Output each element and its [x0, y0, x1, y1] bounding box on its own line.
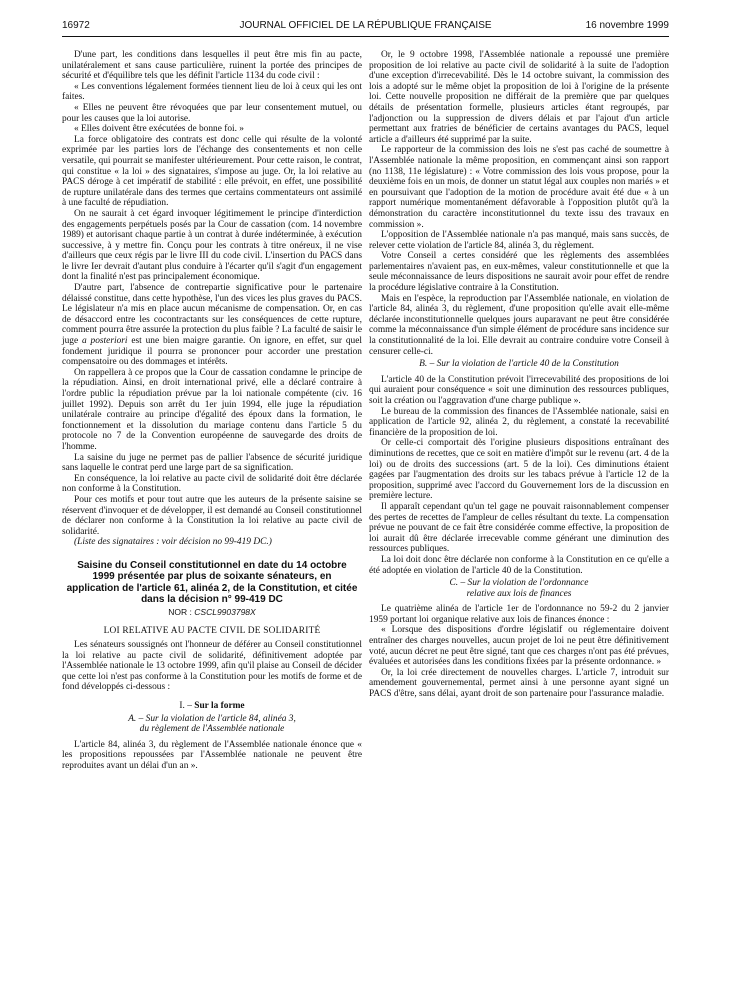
journal-title: JOURNAL OFFICIEL DE LA RÉPUBLIQUE FRANÇAISE	[239, 20, 492, 31]
section-heading	[62, 701, 362, 712]
paragraph: Votre Conseil a certes considéré que les règlements des assemblées parlementaires n'avaient pas, en eux-mêmes, valeur constitutionnelle et que la seule méconnaissance de leurs dispositions ne saurait avoir pour effet de rendre la procédure législative contraire à la Constitution.	[369, 251, 669, 294]
section-title: Sur la forme	[194, 701, 245, 712]
italic-term: a posteriori	[82, 336, 128, 347]
left-column	[62, 50, 362, 772]
quote-line: « Elles doivent être exécutées de bonne foi. »	[74, 124, 244, 135]
signatories-note: (Liste des signataires : voir décision no 99-419 DC.)	[74, 537, 272, 548]
paragraph: On rappellera à ce propos que la Cour de cassation condamne le principe de la répudiation. Ainsi, en droit international privé, elle a déclaré contraire à l'ordre public la répudiation prévue par la loi nationale compétente (civ. 16 juillet 1992). Depuis son arrêt du 1er juin 1994, elle juge la répudiation unilatérale contraire au principe d'égalité des époux dans la formation, le fonctionnement et la dissolution du mariage contenu dans l'article 5 du protocole no 7 de la Convention européenne de sauvegarde des droits de l'homme.	[62, 367, 362, 452]
paragraph: Pour ces motifs et pour tout autre que les auteurs de la présente saisine se réservent d'invoquer et de développer, il est demandé au Conseil constitutionnel de déclarer non conforme à la Constitution la loi relative au pacte civil de solidarité.	[62, 494, 362, 537]
paragraph-text: D'autre part, l'absence de contrepartie significative pour le partenaire délaissé constitue, dans cette hypothèse, l'un des vices les plus graves du PACS. Le législateur n'a mis en place aucun mécanisme de compensation. Or, en cas de désaccord entre les cocontractants sur les conséquences de cette rupture, comment pourra être assurée la protection du plus faible ? La faculté de saisir le juge	[62, 283, 362, 347]
paragraph: L'article 40 de la Constitution prévoit l'irrecevabilité des propositions de loi qui auraient pour conséquence « soit une diminution des ressources publiques, soit la création ou l'aggravation d'une charge publique ».	[369, 374, 669, 406]
quote-line: « Elles ne peuvent être révoquées que par leur consentement mutuel, ou pour les causes que la loi autorise.	[62, 102, 362, 124]
paragraph: Mais en l'espèce, la reproduction par l'Assemblée nationale, en violation de l'article 84, alinéa 3, du règlement, d'une proposition qu'elle avait elle-même déclarée inconstitutionnelle quelques jours auparavant ne peut être considérée comme la méconnaissance d'un simple élément de procédure sans incidence sur la constitutionnalité de la loi. Elle devrait au contraire conduire votre Conseil à censurer celle-ci.	[369, 293, 669, 357]
paragraph: Or, le 9 octobre 1998, l'Assemblée nationale a repoussé une première proposition de loi relative au pacte civil de solidarité à la suite de l'adoption d'une exception d'irrecevabilité. Dès le 14 octobre suivant, la commission des lois a adopté sur le même objet la proposition de loi à l'origine de la présente loi. Cette nouvelle proposition ne différait de la première que par quelques détails de présentation formelle, plusieurs articles étant regroupés, par l'adjonction ou la suppression de divers délais et par l'ajout d'un article permettant aux fratries de bénéficier de certains avantages du PACS, lequel article a d'ailleurs été supprimé par la suite.	[369, 50, 669, 145]
right-column	[369, 50, 669, 700]
subsection-heading	[62, 714, 362, 735]
paragraph: Or celle-ci comportait dès l'origine plusieurs dispositions entraînant des diminutions de recettes, que ce soit en matière d'impôt sur le revenu (art. 4 de la loi) ou de droits des successions (art. 5 de la loi). Ces diminutions étaient gagées par l'augmentation des droits sur les tabacs prévue à l'article 12 de la proposition, supprimé avec l'accord du Gouvernement lors de la discussion en première lecture.	[369, 438, 669, 502]
page-number: 16972	[62, 20, 90, 31]
paragraph	[62, 283, 362, 368]
section-number: I. –	[179, 701, 195, 712]
paragraph-text: est une bien maigre garantie. On ignore, en effet, sur quel fondement juridique il pourra se prononcer pour accorder une prestation compensatoire ou des dommages et intérêts.	[62, 336, 362, 368]
nor-label: NOR :	[168, 606, 195, 617]
paragraph: En conséquence, la loi relative au pacte civil de solidarité doit être déclarée non conforme à la Constitution.	[62, 473, 362, 495]
subsection-line: C. – Sur la violation de l'ordonnance	[449, 578, 589, 589]
saisine-heading: Saisine du Conseil constitutionnel en date du 14 octobre 1999 présentée par plus de soixante sénateurs, en application de l'article 61, alinéa 2, de la Constitution, et citée dans la décision n° 99-419 DC	[66, 559, 358, 606]
paragraph: Le bureau de la commission des finances de l'Assemblée nationale, saisi en application de l'article 92, alinéa 2, du règlement, a constaté la recevabilité financière de la proposition de loi.	[369, 406, 669, 438]
paragraph: On ne saurait à cet égard invoquer légitimement le principe d'interdiction des engagements perpétuels posés par la Cour de cassation (com. 14 novembre 1989) et autorisant chaque partie à un contrat à durée indéterminée, à exécution successive, à y mettre fin. Conçu pour les contrats à titre onéreux, il ne vise d'ailleurs que ceux régis par le livre III du code civil. L'insertion du PACS dans le livre Ier devrait d'autant plus conduire à l'écarter qu'il s'agit d'un engagement dont la finalité n'est pas principalement économique.	[62, 208, 362, 283]
nor-code: CSCL9903798X	[194, 606, 256, 617]
subsection-line: du règlement de l'Assemblée nationale	[139, 724, 285, 735]
paragraph: Les sénateurs soussignés ont l'honneur de déférer au Conseil constitutionnel la loi relative au pacte civil de solidarité, définitivement adoptée par l'Assemblée nationale le 13 octobre 1999, afin qu'il plaise au Conseil de décider que cette loi n'est pas conforme à la Constitution pour les motifs de forme et de fond développés ci-dessous :	[62, 640, 362, 693]
paragraph: Le quatrième alinéa de l'article 1er de l'ordonnance no 59-2 du 2 janvier 1959 portant loi organique relative aux lois de finances énonce :	[369, 604, 669, 625]
paragraph: Le rapporteur de la commission des lois ne s'est pas caché de soumettre à l'Assemblée nationale la même proposition, en commençant ainsi son rapport (no 1138, 11e législature) : « Votre commission des lois vous propose, pour la deuxième fois en un mois, de donner un statut légal aux couples non mariés » et en poursuivant que l'adoption de la motion de procédure avait été due « à un rapport numérique momentanément défavorable à l'opposition plutôt qu'à la démonstration du caractère inconstitutionnel du texte issu des travaux en commission ».	[369, 145, 669, 230]
paragraph: L'article 84, alinéa 3, du règlement de l'Assemblée nationale énonce que « les propositions repoussées par l'Assemblée nationale ne peuvent être reproduites avant un délai d'un an ».	[62, 739, 362, 772]
header-rule	[62, 36, 669, 37]
subsection-heading: B. – Sur la violation de l'article 40 de la Constitution	[419, 359, 619, 370]
paragraph: Or, la loi crée directement de nouvelles charges. L'article 7, introduit sur amendement gouvernemental, permet ainsi à une personne ayant signé un PACS d'être, sans délai, ayant droit de son partenaire pour l'assurance maladie.	[369, 667, 669, 700]
issue-date: 16 novembre 1999	[585, 20, 669, 31]
paragraph: L'opposition de l'Assemblée nationale n'a pas manqué, mais sans succès, de relever cette violation de l'article 84, alinéa 3, du règlement.	[369, 230, 669, 251]
paragraph: D'une part, les conditions dans lesquelles il peut être mis fin au pacte, unilatéralement et sans cause particulière, ruinent la portée des principes de sécurité et d'équilibre tels que les définit l'article 1134 du code civil :	[62, 50, 362, 82]
nor-reference	[62, 607, 362, 618]
quote-paragraph: « Lorsque des dispositions d'ordre législatif ou réglementaire doivent entraîner des charges nouvelles, aucun projet de loi ne peut être définitivement voté, aucun décret ne peut être signé, tant que ces charges n'ont pas été prévues, évaluées et autorisées dans les conditions fixées par la présente ordonnance. »	[369, 625, 669, 668]
subsection-line: relative aux lois de finances	[466, 588, 572, 599]
paragraph: La loi doit donc être déclarée non conforme à la Constitution en ce qu'elle a été adoptée en violation de l'article 40 de la Constitution.	[369, 554, 669, 576]
subsection-heading	[369, 578, 669, 599]
page-header	[62, 20, 669, 34]
subsection-line: A. – Sur la violation de l'article 84, alinéa 3,	[128, 713, 296, 724]
paragraph: La saisine du juge ne permet pas de pallier l'absence de sécurité juridique sans laquelle le contrat perd une large part de sa signification.	[62, 452, 362, 474]
paragraph: La force obligatoire des contrats est donc celle qui résulte de la volonté exprimée par les parties lors de l'échange des consentements et non celle versatile, qui pourrait se manifester ultérieurement. Pour cette raison, le contrat, qui constitue « la loi » des signataires, s'impose au juge. Or, la loi relative au PACS déroge à cet impératif de stabilité : elle prévoit, en effet, une possibilité de rupture unilatérale dans des termes que certains commentateurs ont assimilé à une faculté de répudiation.	[62, 134, 362, 209]
law-title: LOI RELATIVE AU PACTE CIVIL DE SOLIDARITÉ	[103, 625, 321, 636]
paragraph: Il apparaît cependant qu'un tel gage ne pouvait raisonnablement compenser des pertes de recettes de l'ampleur de celles résultant du texte. La compensation prévue ne pouvant de ce fait être considérée comme effective, la proposition de loi aurait dû être déclarée irrecevable comme générant une diminution des ressources publiques.	[369, 501, 669, 555]
quote-line: « Les conventions légalement formées tiennent lieu de loi à ceux qui les ont faites.	[62, 81, 362, 103]
